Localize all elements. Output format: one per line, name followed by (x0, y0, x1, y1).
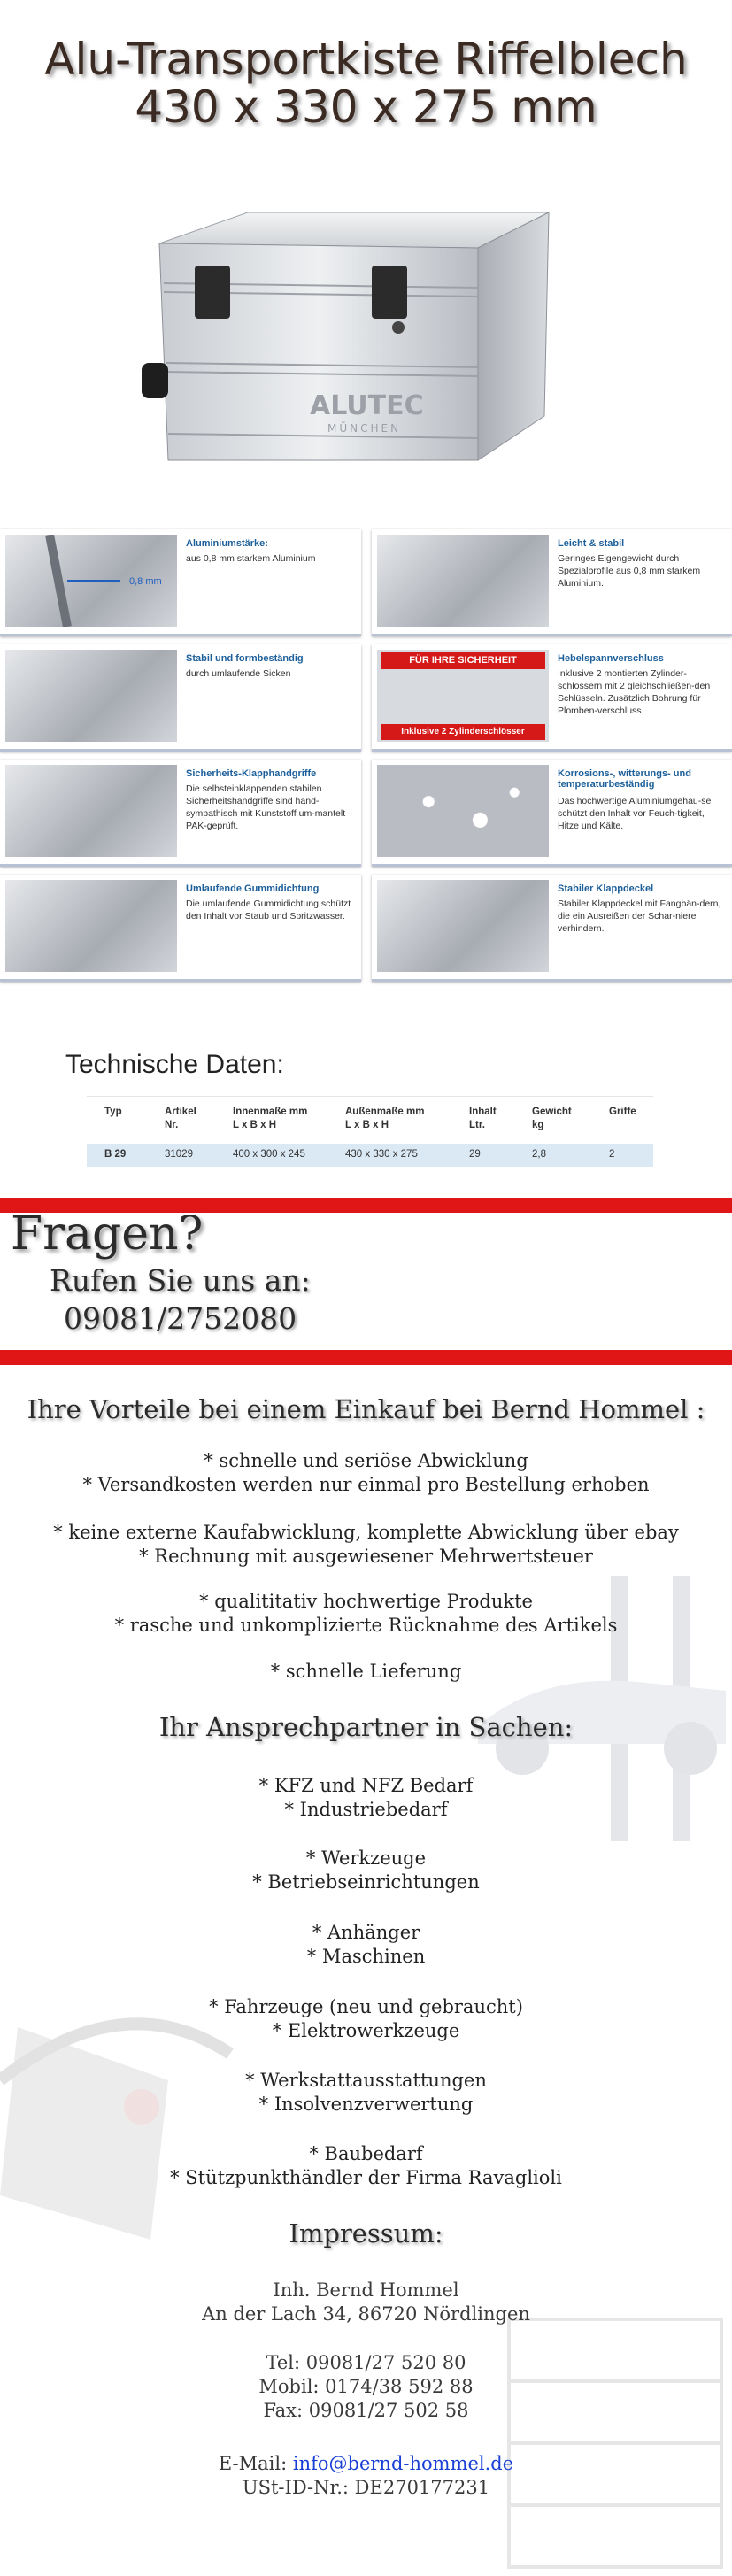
col-header: Artikel Nr. (165, 1107, 196, 1130)
email-line: E-Mail: info@bernd-hommel.de (218, 2453, 514, 2474)
feature-text: Inklusive 2 montierten Zylinder-schlössern mit 2 gleichschließen-den Schlüsseln. Zusätzlich Bohrung für Plomben-verschluss. (558, 668, 711, 716)
feature-text: Die selbsteinklappenden stabilen Sicherheitshandgriffe sind hand-sympathisch mit Kunststoff um-mantelt – PAK-geprüft. (186, 783, 353, 831)
partner-heading: Ihr Ansprechpartner in Sachen: (158, 1712, 574, 1742)
feature-card (0, 760, 361, 867)
feature-card (0, 644, 361, 752)
list-item: * Betriebseinrichtungen (252, 1871, 480, 1893)
feature-card (372, 529, 732, 636)
feature-title: Aluminiumstärke: (186, 538, 268, 549)
feature-title: Korrosions-, witterungs- und temperaturbeständig (558, 768, 691, 790)
phone-number[interactable]: 09081/2752080 (64, 1301, 297, 1336)
feature-title: Umlaufende Gummidichtung (186, 883, 320, 894)
feature-card (0, 529, 361, 636)
list-item: * Werkzeuge (305, 1847, 427, 1869)
call-us: Rufen Sie uns an: (50, 1263, 311, 1298)
list-item: * keine externe Kaufabwicklung, komplette Abwicklung über ebay (53, 1522, 679, 1543)
list-item: * Rechnung mit ausgewiesener Mehrwertsteuer (139, 1546, 593, 1567)
list-item: * Anhänger (312, 1922, 420, 1943)
list-item: * Elektrowerkzeuge (272, 2020, 460, 2041)
fax: Fax: 09081/27 502 58 (263, 2400, 469, 2421)
feature-image (377, 650, 549, 742)
impressum-heading: Impressum: (289, 2218, 443, 2248)
fragen-heading: Fragen? (11, 1207, 204, 1261)
list-item: * rasche und unkomplizierte Rücknahme des Artikels (114, 1615, 618, 1636)
list-item: * Fahrzeuge (neu und gebraucht) (209, 1996, 523, 2017)
product-image (142, 195, 558, 487)
feature-image (377, 880, 549, 972)
email-link[interactable]: info@bernd-hommel.de (292, 2453, 514, 2474)
shelf-illustration (491, 2310, 732, 2576)
owner: Inh. Bernd Hommel (273, 2279, 459, 2301)
col-header: Inhalt Ltr. (469, 1107, 497, 1130)
feature-title: Hebelspannverschluss (558, 653, 664, 664)
list-item: * Baubedarf (309, 2143, 423, 2164)
list-item: * Stützpunkthändler der Firma Ravaglioli (170, 2167, 562, 2188)
red-divider (0, 1350, 732, 1365)
vorteile-heading: Ihre Vorteile bei einem Einkauf bei Bernd Hommel : (27, 1394, 705, 1424)
page-title-line1: Alu-Transportkiste Riffelblech (44, 34, 688, 85)
feature-title: Leicht & stabil (558, 538, 625, 549)
feature-title: Stabil und formbeständig (186, 653, 304, 664)
feature-title: Stabiler Klappdeckel (558, 883, 654, 894)
feature-image (5, 880, 177, 972)
svg-text:MÜNCHEN: MÜNCHEN (327, 422, 402, 435)
list-item: * schnelle Lieferung (270, 1661, 462, 1682)
col-header: Außenmaße mm L x B x H (345, 1107, 425, 1130)
tel: Tel: 09081/27 520 80 (266, 2352, 466, 2373)
feature-text: Stabiler Klappdeckel mit Fangbän-dern, die ein Ausreißen der Schar-niere verhindern. (558, 899, 721, 934)
svg-text:0,8 mm: 0,8 mm (129, 576, 162, 587)
feature-image (5, 535, 177, 627)
list-item: * KFZ und NFZ Bedarf (258, 1775, 474, 1796)
list-item: * Maschinen (306, 1946, 426, 1967)
feature-card (372, 644, 732, 752)
feature-text: aus 0,8 mm starkem Aluminium (186, 553, 316, 564)
tech-heading: Technische Daten: (65, 1050, 284, 1079)
col-header: Gewicht kg (532, 1107, 572, 1130)
feature-card (372, 875, 732, 982)
ustid: USt-ID-Nr.: DE270177231 (242, 2477, 490, 2498)
list-item: * Industriebedarf (284, 1799, 448, 1820)
list-item: * Versandkosten werden nur einmal pro Bestellung erhoben (82, 1474, 650, 1495)
address: An der Lach 34, 86720 Nördlingen (202, 2303, 530, 2325)
list-item: * schnelle und seriöse Abwicklung (204, 1450, 528, 1471)
list-item: * qualititativ hochwertige Produkte (199, 1591, 533, 1612)
tech-table (87, 1096, 653, 1177)
feature-text: Die umlaufende Gummidichtung schützt den Inhalt vor Staub und Spritzwasser. (186, 899, 351, 922)
feature-image (377, 765, 549, 857)
feature-image (5, 765, 177, 857)
feature-text: Geringes Eigengewicht durch Spezialprofile aus 0,8 mm starkem Aluminium. (558, 553, 701, 589)
feature-image (5, 650, 177, 742)
feature-card (372, 760, 732, 867)
page-title-line2: 430 x 330 x 275 mm (135, 81, 597, 133)
feature-title: Sicherheits-Klapphandgriffe (186, 768, 317, 779)
list-item: * Werkstattausstattungen (245, 2070, 487, 2091)
feature-text: durch umlaufende Sicken (186, 668, 291, 679)
security-badge: FÜR IHRE SICHERHEIT (381, 652, 545, 669)
list-item: * Insolvenzverwertung (258, 2094, 474, 2115)
table-row: B 29 31029 400 x 300 x 245 430 x 330 x 275 29 2,8 2 (87, 1144, 653, 1167)
col-header: Innenmaße mm L x B x H (233, 1107, 308, 1130)
lock-badge: Inklusive 2 Zylinderschlösser (381, 724, 545, 740)
feature-text: Das hochwertige Aluminiumgehäu-se schützt den Inhalt vor Feuch-tigkeit, Hitze und Kälte. (558, 796, 712, 831)
col-header: Griffe (609, 1107, 636, 1117)
tech-table-header (87, 1096, 653, 1136)
feature-card (0, 875, 361, 982)
mobil: Mobil: 0174/38 592 88 (258, 2376, 474, 2397)
feature-image (377, 535, 549, 627)
brand-logo: ALUTEC (310, 390, 424, 421)
col-header: Typ (104, 1107, 122, 1117)
